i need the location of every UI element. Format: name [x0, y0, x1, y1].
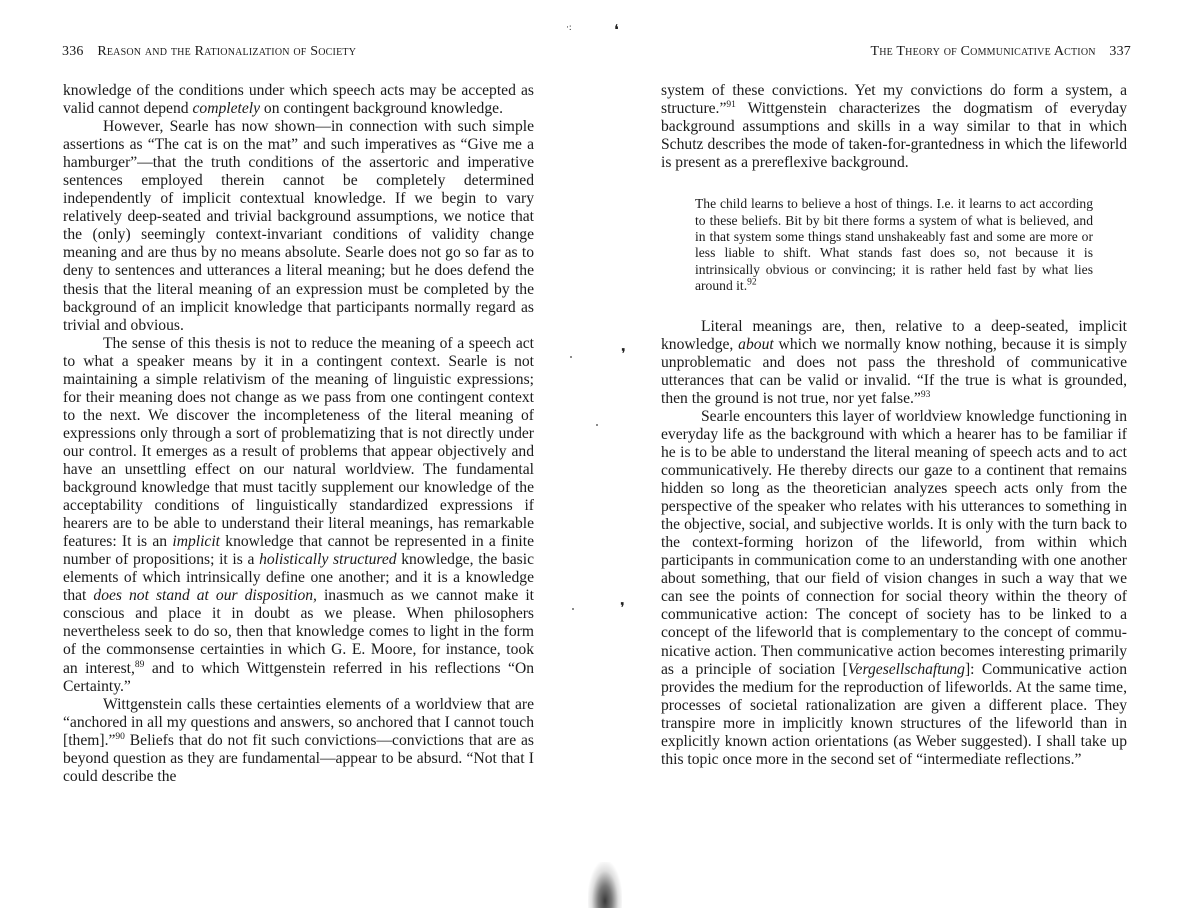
paragraph — [661, 408, 1127, 769]
text-run: However, Searle has now shown—in connection with such simple assertions as “The cat is on the mat” and such imperatives as “Give me a hamburger”—that the truth conditions of the assertoric and imperative sentences employed therein cannot be completely determined independently of implicit contextual knowledge. If we begin to vary relatively deep-seated and trivial background assumptions, we notice that the (only) seemingly context-invariant conditions of validity change meaning and are thus by no means absolute. Searle does not go so far as to deny to sentences and utterances a literal meaning; but he does defend the thesis that the literal meaning of an expression must be completed by the background of an implicit knowledge that participants normally regard as trivial and obvious. — [63, 118, 534, 334]
text-run: Searle encounters this layer of worldview knowledge functioning in everyday life as the background with which a hearer has to be familiar if he is to be able to understand the literal meaning of speech acts and to act communicatively. He thereby directs our gaze to a continent that remains hidden so long as the theoretician analyzes speech acts only from the perspective of the speaker who relates with his utterances to something in the objective, social, and subjective worlds. It is only with the turn back to the context-forming horizon of the lifeworld, from within which participants in communication come to an understanding with one another about something, that our field of vision changes in such a way that we can see the points of connection for social theory within the theory of communicative action: The concept of society has to be linked to a concept of the lifeworld that is complementary to the concept of communicative action. Then communicative action becomes interesting primarily as a principle of sociation [ — [661, 407, 1127, 678]
left-body-text — [63, 82, 534, 786]
right-page — [596, 0, 1193, 908]
left-page-number: 336 — [62, 44, 84, 59]
scan-binding-mark: ❛ — [614, 23, 619, 39]
paragraph — [661, 318, 1127, 408]
paragraph — [661, 82, 1127, 172]
italic-run: completely — [192, 100, 261, 118]
footnote-ref: 92 — [747, 277, 757, 288]
scan-speck — [572, 608, 574, 610]
left-running-title: Reason and the Rationalization of Society — [97, 44, 357, 59]
text-run: on contingent background knowledge. — [260, 100, 503, 118]
text-run: knowledge, the basic elements of which intrinsically define one another; and it is a knowledge that — [63, 551, 534, 605]
scan-binding-mark: ❜ — [621, 347, 626, 363]
text-run: Wittgenstein characterizes the dogmatism of everyday background assumptions and skills in a way similar to that in which Schutz describes the mode of taken-for-grantedness in which the lifeworld is present as a prereflexive background. — [661, 100, 1127, 172]
text-run: The sense of this thesis is not to reduce the meaning of a speech act to what a speaker means by it in a contingent context. Searle is not maintaining a simple relativism of the meaning of linguistic expressions; for their meaning does not change as we pass from one contingent context to the next. We discover the incompleteness of the literal meaning of expressions only through a sort of problematizing that is not directly under our control. It emerges as a result of problems that appear objectively and have an unsettling effect on our natural worldview. The fundamental background knowledge that must tacitly supplement our knowledge of the acceptability conditions of linguistically standardized expressions if hearers are to be able to understand their literal meanings, has remarkable features: It is an — [63, 334, 534, 551]
footnote-ref: 89 — [134, 659, 145, 670]
scan-binding-mark: ❜ — [620, 601, 625, 617]
footnote-ref: 91 — [726, 99, 736, 110]
block-quote — [695, 196, 1093, 294]
gutter-smudge — [588, 862, 622, 908]
text-run: Literal meanings are, then, relative to a deep-seated, implicit knowledge, — [661, 317, 1127, 353]
text-run: Beliefs that do not fit such convictions—convictions that are as beyond question as they are fundamental—appear to be absurd. “Not that I could describe the — [63, 731, 534, 785]
scan-speck — [570, 356, 572, 358]
text-run: The child learns to believe a host of things. I.e. it learns to act according to these beliefs. Bit by bit there forms a system of what is believed, and in that system some things stand unshakeably fast and some are more or less liable to shift. What stands fast does so, not because it is intrinsically obvious or convincing; it is rather held fast by what lies around it. — [695, 196, 1093, 294]
left-page — [0, 0, 596, 908]
footnote-ref: 93 — [920, 389, 931, 400]
paragraph — [63, 118, 534, 335]
italic-run: holistically structured — [259, 551, 397, 569]
italic-run: implicit — [172, 533, 221, 551]
italic-run: Vergesellschaftung — [847, 660, 965, 678]
italic-run: about — [738, 335, 774, 353]
text-run: inasmuch as we cannot make it conscious and place it in doubt as we please. When philosophers nevertheless seek to do so, then that knowledge comes to light in the form of the commonsense certainties in which G. E. Moore, for instance, took an interest, — [63, 587, 534, 677]
text-run: Wittgenstein calls these certainties elements of a worldview that are “anchored in all my questions and answers, so anchored that I cannot touch [them].” — [63, 695, 534, 749]
left-running-head — [62, 44, 356, 60]
right-running-head — [870, 44, 1131, 60]
scan-speck-mark: ·: — [566, 22, 572, 32]
text-run: knowledge of the conditions under which speech acts may be accepted as valid cannot depend — [63, 82, 534, 118]
text-run: system of these convictions. Yet my convictions do form a system, a structure.” — [661, 82, 1127, 118]
footnote-ref: 90 — [115, 731, 125, 742]
paragraph — [63, 696, 534, 786]
italic-run: does not stand at our disposition, — [93, 587, 317, 605]
text-run: and to which Wittgenstein referred in his reflections “On Certainty.” — [63, 659, 534, 695]
paragraph — [63, 335, 534, 696]
right-page-number: 337 — [1109, 44, 1131, 59]
paragraph — [63, 82, 534, 118]
text-run: ]: Communicative action provides the medium for the reproduction of lifeworlds. At the same time, processes of societal rationalization are given a different place. They transpire more in implicitly known structures of the lifeworld than in explicitly known action orientations (as Weber suggested). I shall take up this topic once more in the second set of “intermediate reflections.” — [661, 660, 1127, 768]
right-running-title: The Theory of Communicative Action — [870, 44, 1096, 59]
right-body-text — [661, 82, 1127, 769]
text-run: which we normally know nothing, because it is simply unproblematic and does not pass the threshold of communicative utterances that can be valid or invalid. “If the true is what is grounded, then the ground is not true, nor yet false.” — [661, 335, 1127, 407]
scan-speck — [596, 424, 598, 426]
text-run: knowledge that cannot be represented in a finite number of propositions; it is a — [63, 533, 534, 569]
